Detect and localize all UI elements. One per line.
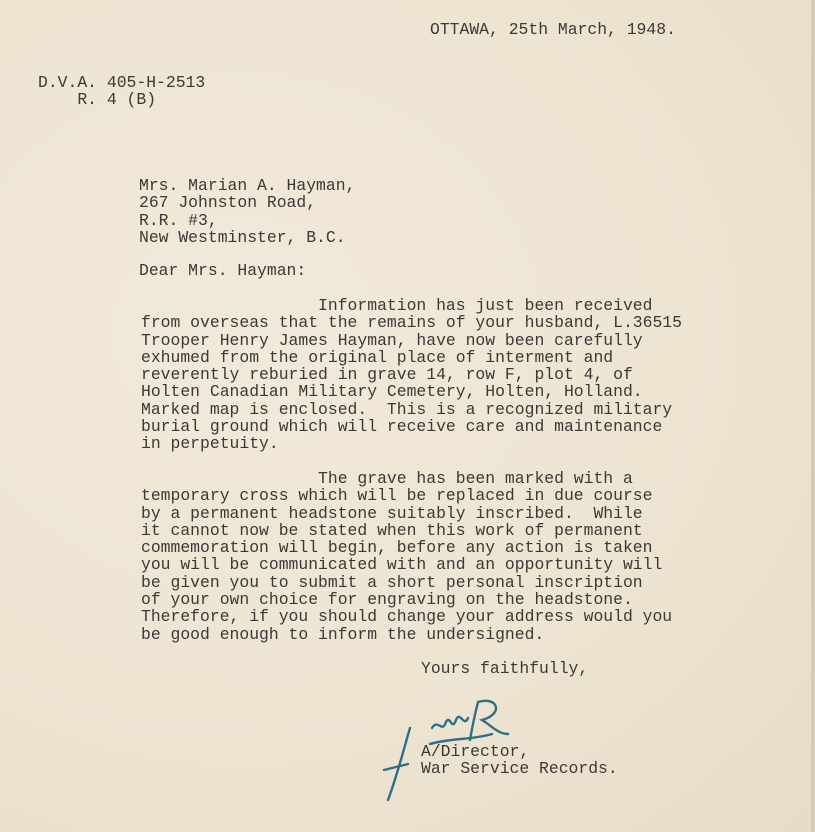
text-line: be given you to submit a short personal inscription (141, 572, 643, 592)
text-line: reverently reburied in grave 14, row F, plot 4, of (141, 365, 633, 385)
closing: Yours faithfully, (421, 659, 589, 678)
text-line: of your own choice for engraving on the headstone. (141, 590, 633, 610)
text-line: Information has just been received (141, 296, 653, 315)
recipient-address (139, 177, 355, 246)
text-line: The grave has been marked with a (141, 469, 633, 488)
signature-stroke (432, 717, 468, 728)
text-line: Marked map is enclosed. This is a recognized military (141, 399, 673, 419)
reference-block (38, 74, 205, 109)
address-line: R.R. #3, (139, 210, 218, 230)
text-line: Therefore, if you should change your address would you (141, 607, 673, 627)
reference-line: D.V.A. 405-H-2513 (38, 73, 206, 92)
page-edge (811, 0, 815, 832)
text-line: Trooper Henry James Hayman, have now been carefully (141, 330, 643, 350)
text-line: temporary cross which will be replaced in due course (141, 486, 653, 506)
text-line: you will be communicated with and an opportunity will (141, 555, 663, 575)
text-line: be good enough to inform the undersigned. (141, 624, 545, 644)
text-line: burial ground which will receive care and maintenance (141, 417, 663, 437)
address-line: New Westminster, B.C. (139, 227, 346, 247)
text-line: from overseas that the remains of your husband, L.36515 (141, 313, 682, 333)
paragraph-2 (141, 470, 672, 643)
salutation: Dear Mrs. Hayman: (139, 261, 307, 280)
signatory-department: War Service Records. (421, 759, 618, 779)
address-line: 267 Johnston Road, (139, 193, 317, 213)
signature-stroke (384, 764, 408, 770)
signatory-block (421, 743, 618, 778)
text-line: exhumed from the original place of interment and (141, 347, 614, 367)
text-line: by a permanent headstone suitably inscribed. While (141, 503, 643, 523)
text-line: in perpetuity. (141, 434, 279, 454)
reference-line: R. 4 (B) (38, 90, 157, 110)
signatory-title: A/Director, (421, 742, 530, 761)
dateline: OTTAWA, 25th March, 1948. (430, 20, 676, 39)
text-line: commemoration will begin, before any action is taken (141, 538, 653, 558)
text-line: it cannot now be stated when this work of permanent (141, 520, 643, 540)
text-line: Holten Canadian Military Cemetery, Holten, Holland. (141, 382, 643, 402)
paragraph-1 (141, 297, 682, 453)
address-line: Mrs. Marian A. Hayman, (139, 176, 356, 195)
